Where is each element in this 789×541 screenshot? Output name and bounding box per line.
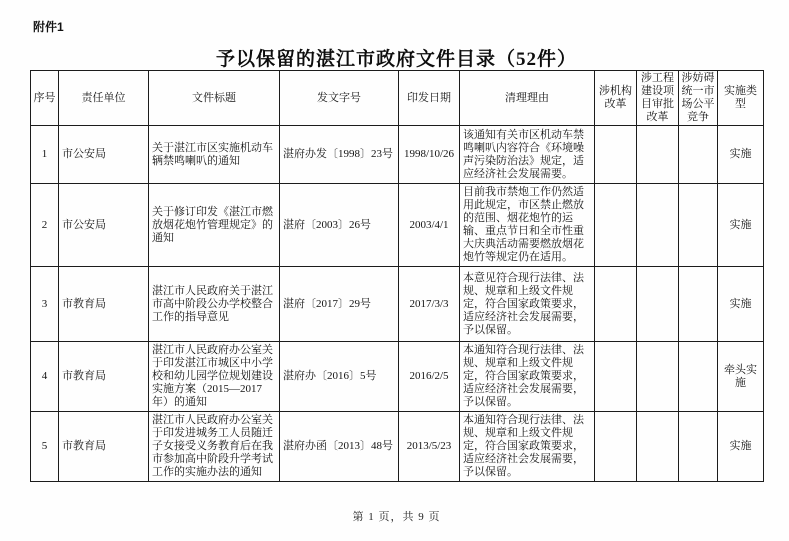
cell-implementation-type: 实施 xyxy=(718,126,764,184)
table-row xyxy=(31,342,764,412)
cell-involves-construction-approval-reform xyxy=(637,342,679,412)
cell-issue-date: 2017/3/3 xyxy=(399,267,460,342)
cell-doc-title: 关于湛江市区实施机动车辆禁鸣喇叭的通知 xyxy=(149,126,280,184)
column-header-seq: 序号 xyxy=(31,71,59,126)
column-header-involves-institutional-reform: 涉机构改革 xyxy=(595,71,637,126)
cell-responsible-unit: 市教育局 xyxy=(59,342,149,412)
column-header-doc-number: 发文字号 xyxy=(280,71,399,126)
table-header-row xyxy=(31,71,764,126)
cell-seq: 4 xyxy=(31,342,59,412)
cell-issue-date: 2003/4/1 xyxy=(399,184,460,267)
cell-involves-construction-approval-reform xyxy=(637,126,679,184)
cell-doc-number: 湛府办发〔1998〕23号 xyxy=(280,126,399,184)
cell-responsible-unit: 市公安局 xyxy=(59,126,149,184)
table-row xyxy=(31,412,764,482)
cell-involves-institutional-reform xyxy=(595,267,637,342)
attachment-label: 附件1 xyxy=(33,20,64,34)
cell-issue-date: 1998/10/26 xyxy=(399,126,460,184)
column-header-involves-market-fair-competition: 涉妨碍统一市场公平竞争 xyxy=(679,71,718,126)
cell-involves-construction-approval-reform xyxy=(637,412,679,482)
cell-doc-number: 湛府办函〔2013〕48号 xyxy=(280,412,399,482)
cell-cleanup-reason: 本通知符合现行法律、法规、规章和上级文件规定，符合国家政策要求，适应经济社会发展需要，予以保留。 xyxy=(460,412,595,482)
cell-doc-title: 湛江市人民政府办公室关于印发湛江市城区中小学校和幼儿园学位规划建设实施方案（2015—2017年）的通知 xyxy=(149,342,280,412)
cell-cleanup-reason: 目前我市禁炮工作仍然适用此规定，市区禁止燃放的范围、烟花炮竹的运输、重点节日和全市性重大庆典活动需要燃放烟花炮竹等规定仍在适用。 xyxy=(460,184,595,267)
table-row xyxy=(31,267,764,342)
cell-involves-market-fair-competition xyxy=(679,342,718,412)
table-body xyxy=(31,126,764,482)
document-catalog-table xyxy=(30,70,764,482)
cell-doc-number: 湛府〔2017〕29号 xyxy=(280,267,399,342)
cell-cleanup-reason: 该通知有关市区机动车禁鸣喇叭内容符合《环境噪声污染防治法》规定，适应经济社会发展需要。 xyxy=(460,126,595,184)
cell-doc-title: 湛江市人民政府关于湛江市高中阶段公办学校整合工作的指导意见 xyxy=(149,267,280,342)
table-row xyxy=(31,126,764,184)
cell-cleanup-reason: 本意见符合现行法律、法规、规章和上级文件规定，符合国家政策要求，适应经济社会发展需要，予以保留。 xyxy=(460,267,595,342)
cell-seq: 3 xyxy=(31,267,59,342)
cell-involves-market-fair-competition xyxy=(679,412,718,482)
cell-doc-number: 湛府〔2003〕26号 xyxy=(280,184,399,267)
cell-doc-title: 关于修订印发《湛江市燃放烟花炮竹管理规定》的通知 xyxy=(149,184,280,267)
column-header-cleanup-reason: 清理理由 xyxy=(460,71,595,126)
column-header-issue-date: 印发日期 xyxy=(399,71,460,126)
cell-implementation-type: 牵头实施 xyxy=(718,342,764,412)
column-header-doc-title: 文件标题 xyxy=(149,71,280,126)
cell-responsible-unit: 市公安局 xyxy=(59,184,149,267)
cell-seq: 5 xyxy=(31,412,59,482)
cell-issue-date: 2016/2/5 xyxy=(399,342,460,412)
cell-cleanup-reason: 本通知符合现行法律、法规、规章和上级文件规定，符合国家政策要求，适应经济社会发展需要，予以保留。 xyxy=(460,342,595,412)
cell-responsible-unit: 市教育局 xyxy=(59,412,149,482)
column-header-implementation-type: 实施类型 xyxy=(718,71,764,126)
cell-implementation-type: 实施 xyxy=(718,184,764,267)
cell-doc-title: 湛江市人民政府办公室关于印发进城务工人员随迁子女接受义务教育后在我市参加高中阶段升学考试工作的实施办法的通知 xyxy=(149,412,280,482)
cell-issue-date: 2013/5/23 xyxy=(399,412,460,482)
page-title: 予以保留的湛江市政府文件目录（52件） xyxy=(215,49,577,70)
cell-implementation-type: 实施 xyxy=(718,412,764,482)
cell-involves-institutional-reform xyxy=(595,412,637,482)
cell-involves-institutional-reform xyxy=(595,342,637,412)
cell-responsible-unit: 市教育局 xyxy=(59,267,149,342)
cell-involves-institutional-reform xyxy=(595,184,637,267)
cell-seq: 1 xyxy=(31,126,59,184)
cell-involves-market-fair-competition xyxy=(679,184,718,267)
cell-seq: 2 xyxy=(31,184,59,267)
cell-involves-market-fair-competition xyxy=(679,267,718,342)
column-header-involves-construction-approval-reform: 涉工程建设项目审批改革 xyxy=(637,71,679,126)
page-number-footer: 第 1 页，共 9 页 xyxy=(352,511,441,523)
table-row xyxy=(31,184,764,267)
cell-involves-construction-approval-reform xyxy=(637,184,679,267)
table-header xyxy=(31,71,764,126)
cell-implementation-type: 实施 xyxy=(718,267,764,342)
column-header-responsible-unit: 责任单位 xyxy=(59,71,149,126)
cell-involves-institutional-reform xyxy=(595,126,637,184)
cell-doc-number: 湛府办〔2016〕5号 xyxy=(280,342,399,412)
cell-involves-construction-approval-reform xyxy=(637,267,679,342)
cell-involves-market-fair-competition xyxy=(679,126,718,184)
